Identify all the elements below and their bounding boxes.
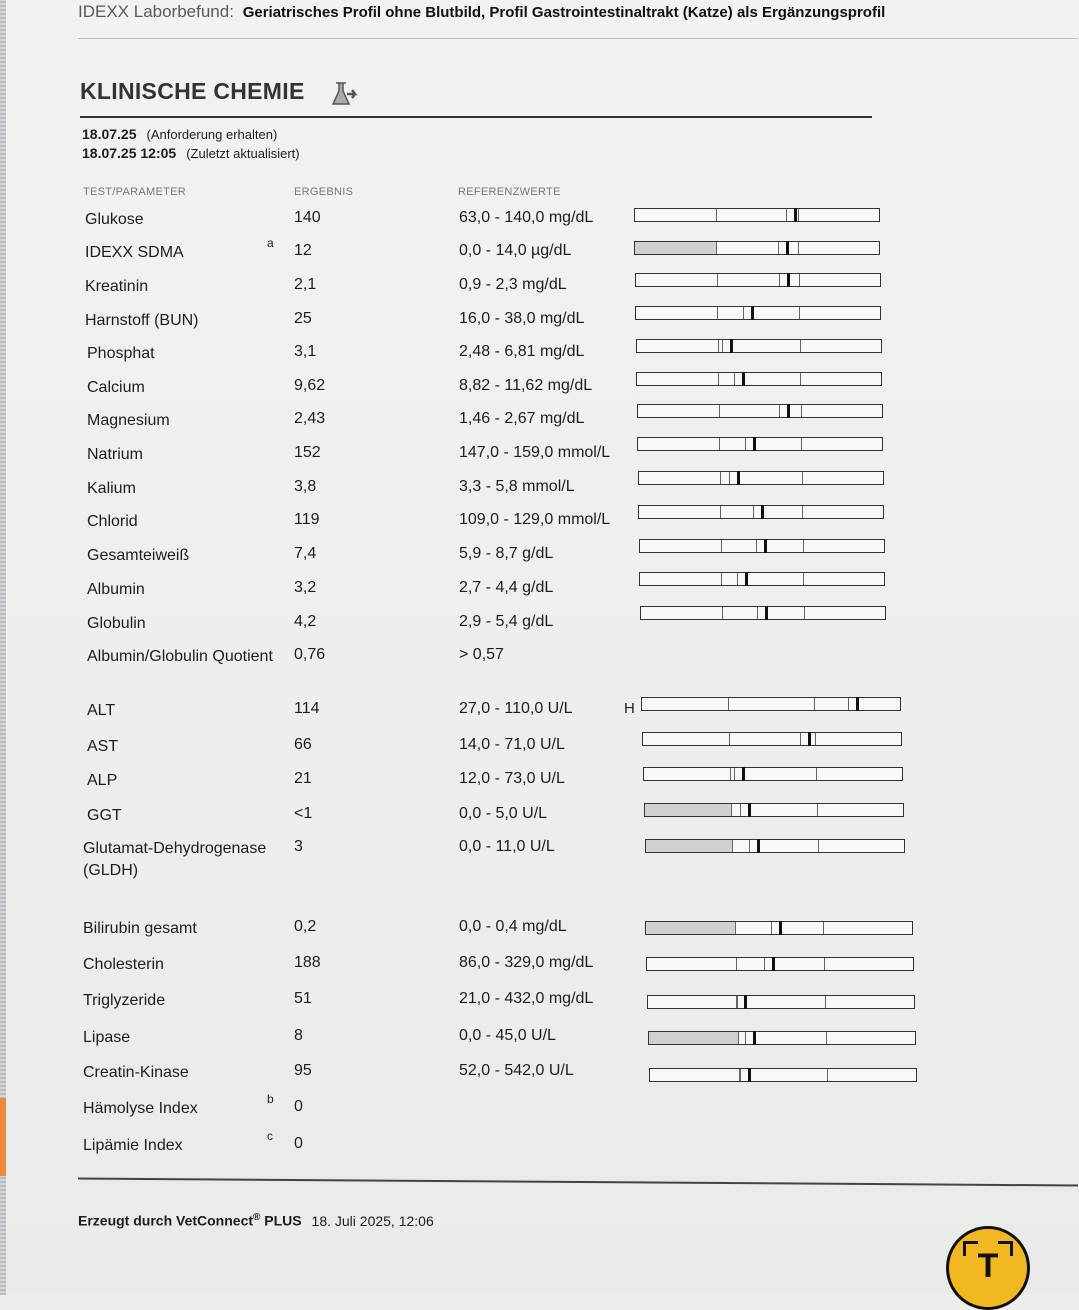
bar-low-zone bbox=[645, 804, 731, 816]
result-marker bbox=[751, 306, 754, 320]
result-marker bbox=[787, 273, 790, 287]
bar-divider bbox=[731, 804, 732, 816]
result-value: 25 bbox=[294, 310, 312, 327]
reference-range: 63,0 - 140,0 mg/dL bbox=[459, 209, 594, 226]
bar-divider bbox=[729, 733, 730, 745]
bar-divider bbox=[798, 242, 799, 254]
bar-divider bbox=[804, 607, 805, 619]
bar-divider bbox=[736, 958, 737, 970]
result-marker bbox=[753, 1031, 756, 1045]
result-value: 0,76 bbox=[294, 646, 326, 663]
parameter-name: Gesamteiweiß bbox=[87, 547, 190, 564]
bar-divider bbox=[739, 1069, 740, 1081]
bar-low-zone bbox=[649, 1032, 738, 1044]
parameter-name: IDEXX SDMA bbox=[85, 244, 184, 261]
date-updated-note: (Zuletzt aktualisiert) bbox=[186, 146, 300, 161]
parameter-name: Lipämie Index bbox=[83, 1137, 183, 1154]
bar-divider bbox=[827, 1069, 828, 1081]
parameter-name: Hämolyse Index bbox=[83, 1100, 198, 1117]
date-updated-value: 18.07.25 12:05 bbox=[82, 145, 177, 161]
result-value: 2,1 bbox=[294, 276, 317, 293]
parameter-name: Harnstoff (BUN) bbox=[85, 312, 199, 329]
reference-range: 0,0 - 0,4 mg/dL bbox=[459, 918, 567, 935]
result-marker bbox=[748, 803, 751, 817]
footnote-flag: a bbox=[267, 236, 274, 250]
reference-range: 8,82 - 11,62 mg/dL bbox=[459, 377, 593, 394]
reference-range-bar bbox=[636, 339, 882, 353]
result-value: <1 bbox=[294, 805, 313, 822]
result-value: 119 bbox=[294, 511, 320, 528]
marker-tick bbox=[786, 209, 787, 221]
bar-divider bbox=[718, 373, 719, 385]
bar-divider bbox=[730, 768, 731, 780]
marker-tick bbox=[848, 698, 849, 710]
result-marker bbox=[808, 732, 811, 746]
result-marker bbox=[794, 208, 797, 222]
marker-tick bbox=[779, 274, 780, 286]
bar-divider bbox=[717, 307, 718, 319]
bar-divider bbox=[802, 506, 803, 518]
footer-date: 18. Juli 2025, 12:06 bbox=[311, 1212, 434, 1229]
result-marker bbox=[753, 437, 756, 451]
parameter-name: Chlorid bbox=[87, 513, 138, 530]
text-recognition-icon: T bbox=[977, 1247, 999, 1285]
marker-tick bbox=[757, 607, 758, 619]
parameter-name: Glukose bbox=[85, 211, 144, 228]
section-title: KLINISCHE CHEMIE bbox=[80, 78, 305, 104]
reference-range-bar bbox=[635, 306, 881, 320]
marker-tick bbox=[734, 768, 735, 780]
reference-range-bar bbox=[649, 1068, 917, 1082]
marker-tick bbox=[722, 340, 723, 352]
reference-range: 1,46 - 2,67 mg/dL bbox=[459, 410, 585, 427]
reference-range: 109,0 - 129,0 mmol/L bbox=[459, 511, 611, 528]
reference-range-bar bbox=[635, 273, 881, 287]
bar-divider bbox=[799, 274, 800, 286]
result-value: 51 bbox=[294, 990, 312, 1007]
reference-range-bar bbox=[639, 539, 885, 553]
marker-tick bbox=[745, 438, 746, 450]
reference-range-bar bbox=[638, 505, 884, 519]
date-received-value: 18.07.25 bbox=[82, 126, 137, 142]
date-updated bbox=[82, 145, 300, 161]
result-value: 3,2 bbox=[294, 579, 317, 596]
marker-tick bbox=[779, 405, 780, 417]
report-header bbox=[78, 2, 885, 22]
result-value: 3 bbox=[294, 838, 303, 855]
bar-divider bbox=[824, 958, 825, 970]
reference-range: 0,0 - 5,0 U/L bbox=[459, 805, 548, 822]
parameter-name: AST bbox=[87, 738, 119, 755]
marker-tick bbox=[736, 996, 737, 1008]
result-value: 3,1 bbox=[294, 343, 317, 360]
registered-mark: ® bbox=[253, 1212, 261, 1223]
marker-tick bbox=[764, 958, 765, 970]
bar-divider bbox=[814, 698, 815, 710]
marker-tick bbox=[737, 573, 738, 585]
reference-range: 16,0 - 38,0 mg/dL bbox=[459, 310, 585, 327]
result-value: 0 bbox=[294, 1135, 303, 1152]
reference-range: 0,0 - 14,0 µg/dL bbox=[459, 242, 572, 259]
header-divider bbox=[78, 38, 1078, 39]
reference-range-bar bbox=[637, 437, 883, 451]
reference-range: 3,3 - 5,8 mmol/L bbox=[459, 478, 575, 495]
parameter-name: Natrium bbox=[87, 446, 144, 463]
parameter-name: Magnesium bbox=[87, 412, 170, 429]
reference-range: 147,0 - 159,0 mmol/L bbox=[459, 444, 611, 461]
result-marker bbox=[745, 572, 748, 586]
bar-divider bbox=[826, 1032, 827, 1044]
flask-arrow-icon bbox=[330, 80, 360, 108]
reference-range: 0,0 - 11,0 U/L bbox=[459, 838, 555, 855]
bar-divider bbox=[721, 540, 722, 552]
result-marker bbox=[737, 471, 740, 485]
bar-divider bbox=[801, 405, 802, 417]
parameter-name: Globulin bbox=[87, 615, 146, 632]
parameter-name: Cholesterin bbox=[83, 956, 164, 973]
column-header-result: ERGEBNIS bbox=[294, 186, 354, 198]
result-value: 66 bbox=[294, 736, 312, 753]
marker-tick bbox=[740, 1069, 741, 1081]
reference-range-bar bbox=[638, 471, 884, 485]
bar-divider bbox=[716, 209, 717, 221]
bar-divider bbox=[721, 573, 722, 585]
parameter-name: ALT bbox=[87, 702, 116, 719]
bar-divider bbox=[815, 733, 816, 745]
reference-range: 0,0 - 45,0 U/L bbox=[459, 1027, 556, 1044]
parameter-name: Albumin bbox=[87, 581, 145, 598]
result-marker bbox=[742, 372, 745, 386]
result-marker bbox=[730, 339, 733, 353]
result-value: 95 bbox=[294, 1062, 312, 1079]
footer bbox=[78, 1212, 434, 1229]
result-value: 3,8 bbox=[294, 478, 317, 495]
bar-divider bbox=[720, 506, 721, 518]
marker-tick bbox=[756, 540, 757, 552]
marker-tick bbox=[729, 472, 730, 484]
reference-range: > 0,57 bbox=[459, 646, 504, 663]
reference-range: 2,48 - 6,81 mg/dL bbox=[459, 343, 585, 360]
date-received-note: (Anforderung erhalten) bbox=[146, 127, 278, 142]
bar-low-zone bbox=[635, 242, 716, 254]
bar-low-zone bbox=[646, 840, 732, 852]
result-marker bbox=[856, 697, 859, 711]
bar-divider bbox=[735, 922, 736, 934]
profile-title: Geriatrisches Profil ohne Blutbild, Profil Gastrointestinaltrakt (Katze) als Ergänzungsprofil bbox=[242, 4, 886, 21]
result-value: 2,43 bbox=[294, 410, 326, 427]
result-value: 114 bbox=[294, 700, 320, 717]
footnote-flag: b bbox=[267, 1092, 274, 1106]
reference-range: 21,0 - 432,0 mg/dL bbox=[459, 990, 594, 1007]
bar-divider bbox=[719, 438, 720, 450]
result-value: 21 bbox=[294, 770, 312, 787]
reference-range-bar bbox=[644, 803, 904, 817]
bar-divider bbox=[716, 242, 717, 254]
footer-generated: Erzeugt durch VetConnect bbox=[78, 1212, 254, 1229]
result-marker bbox=[787, 404, 790, 418]
result-marker bbox=[761, 505, 764, 519]
result-value: 4,2 bbox=[294, 613, 317, 630]
result-value: 152 bbox=[294, 444, 321, 461]
bar-divider bbox=[799, 307, 800, 319]
reference-range-bar bbox=[642, 732, 902, 746]
parameter-name: Phosphat bbox=[87, 345, 155, 362]
result-marker bbox=[764, 539, 767, 553]
result-value: 140 bbox=[294, 209, 321, 226]
marker-tick bbox=[771, 922, 772, 934]
bar-divider bbox=[818, 840, 819, 852]
reference-range: 52,0 - 542,0 U/L bbox=[459, 1062, 574, 1079]
reference-range: 2,9 - 5,4 g/dL bbox=[459, 613, 554, 630]
result-value: 188 bbox=[294, 954, 321, 971]
result-marker bbox=[742, 767, 745, 781]
parameter-name: Calcium bbox=[87, 379, 145, 396]
reference-range-bar bbox=[640, 606, 886, 620]
reference-range: 2,7 - 4,4 g/dL bbox=[459, 579, 554, 596]
result-marker bbox=[772, 957, 775, 971]
result-value: 0 bbox=[294, 1098, 303, 1115]
marker-tick bbox=[734, 373, 735, 385]
bar-divider bbox=[816, 768, 817, 780]
footer-plus: PLUS bbox=[264, 1212, 302, 1229]
reference-range-bar bbox=[646, 957, 914, 971]
bar-divider bbox=[817, 804, 818, 816]
bar-divider bbox=[720, 472, 721, 484]
parameter-name: ALP bbox=[87, 772, 118, 789]
reference-range: 86,0 - 329,0 mg/dL bbox=[459, 954, 594, 971]
marker-tick bbox=[740, 804, 741, 816]
reference-range-bar bbox=[636, 372, 882, 386]
lab-label: IDEXX Laborbefund: bbox=[78, 2, 234, 21]
bar-divider bbox=[801, 438, 802, 450]
date-received bbox=[82, 126, 277, 142]
result-marker bbox=[786, 241, 789, 255]
result-value: 9,62 bbox=[294, 377, 326, 394]
reference-range-bar bbox=[639, 572, 885, 586]
marker-tick bbox=[743, 307, 744, 319]
bar-divider bbox=[803, 540, 804, 552]
reference-range-bar bbox=[643, 767, 903, 781]
column-header-param: TEST/PARAMETER bbox=[83, 186, 187, 198]
footnote-flag: c bbox=[267, 1129, 273, 1143]
result-marker bbox=[779, 921, 782, 935]
bar-divider bbox=[732, 840, 733, 852]
marker-tick bbox=[749, 840, 750, 852]
parameter-name: Kreatinin bbox=[85, 278, 149, 295]
reference-range-bar bbox=[645, 839, 905, 853]
bar-divider bbox=[717, 274, 718, 286]
parameter-name: Glutamat-Dehydrogenase (GLDH) bbox=[83, 840, 267, 879]
section-divider bbox=[80, 116, 872, 118]
parameter-name: GGT bbox=[87, 807, 122, 824]
marker-tick bbox=[753, 506, 754, 518]
bar-divider bbox=[728, 698, 729, 710]
marker-tick bbox=[745, 1032, 746, 1044]
bar-divider bbox=[803, 573, 804, 585]
bar-divider bbox=[738, 1032, 739, 1044]
marker-tick bbox=[800, 733, 801, 745]
bar-divider bbox=[825, 996, 826, 1008]
parameter-name: Lipase bbox=[83, 1029, 131, 1046]
reference-range-bar bbox=[648, 1031, 916, 1045]
reference-range: 27,0 - 110,0 U/L bbox=[459, 700, 573, 717]
bar-divider bbox=[823, 922, 824, 934]
reference-range-bar bbox=[647, 995, 915, 1009]
bar-divider bbox=[719, 405, 720, 417]
parameter-name: Triglyzeride bbox=[83, 992, 166, 1009]
reference-range: 14,0 - 71,0 U/L bbox=[459, 736, 565, 753]
parameter-name: Albumin/Globulin Quotient bbox=[87, 648, 273, 665]
result-marker bbox=[744, 995, 747, 1009]
reference-range: 5,9 - 8,7 g/dL bbox=[459, 545, 554, 562]
result-marker bbox=[748, 1068, 751, 1082]
bar-divider bbox=[800, 373, 801, 385]
bar-divider bbox=[800, 340, 801, 352]
result-value: 8 bbox=[294, 1027, 303, 1044]
marker-tick bbox=[778, 242, 779, 254]
parameter-name: Creatin-Kinase bbox=[83, 1064, 189, 1081]
text-recognition-button[interactable] bbox=[946, 1226, 1030, 1310]
result-marker bbox=[757, 839, 760, 853]
result-marker bbox=[765, 606, 768, 620]
bar-divider bbox=[798, 209, 799, 221]
bar-divider bbox=[802, 472, 803, 484]
parameter-name: Kalium bbox=[87, 480, 136, 497]
bar-divider bbox=[718, 340, 719, 352]
bar-low-zone bbox=[646, 922, 735, 934]
reference-range-bar bbox=[645, 921, 913, 935]
result-value: 12 bbox=[294, 242, 312, 259]
result-value: 0,2 bbox=[294, 918, 317, 935]
result-value: 7,4 bbox=[294, 545, 317, 562]
reference-range: 12,0 - 73,0 U/L bbox=[459, 770, 565, 787]
bar-divider bbox=[722, 607, 723, 619]
reference-range-bar bbox=[641, 697, 901, 711]
reference-range-bar bbox=[634, 241, 880, 255]
reference-range: 0,9 - 2,3 mg/dL bbox=[459, 276, 567, 293]
high-flag: H bbox=[624, 700, 635, 717]
column-header-ref: REFERENZWERTE bbox=[458, 186, 561, 198]
reference-range-bar bbox=[637, 404, 883, 418]
reference-range-bar bbox=[634, 208, 880, 222]
parameter-name: Bilirubin gesamt bbox=[83, 920, 197, 937]
